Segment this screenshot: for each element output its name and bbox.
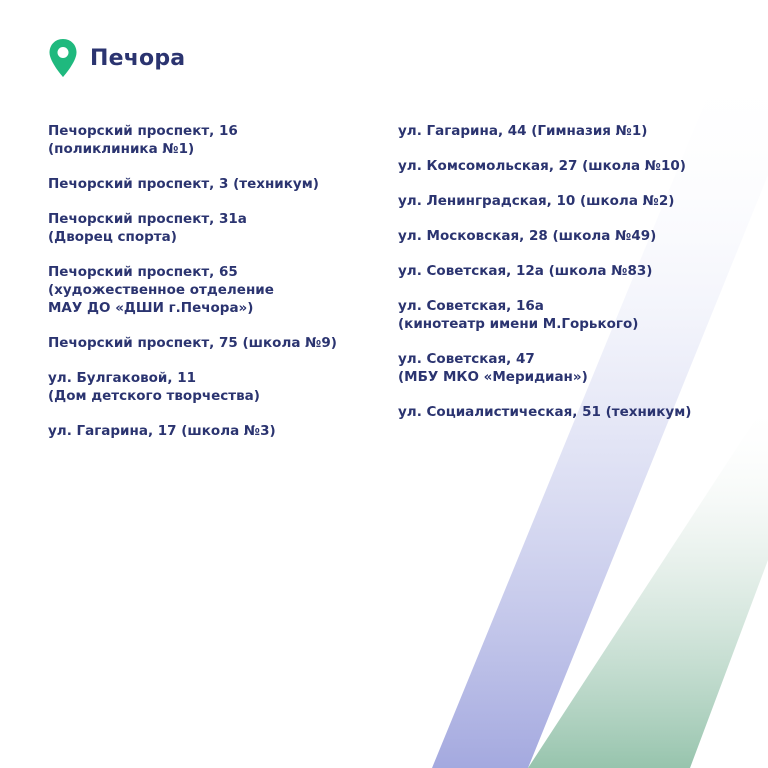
address-item: [398, 297, 738, 333]
address-line: (Дом детского творчества): [48, 388, 260, 404]
address-item: [398, 122, 738, 140]
address-line: ул. Комсомольская, 27 (школа №10): [398, 158, 686, 174]
address-item: [398, 403, 738, 421]
page-title: Печора: [90, 45, 186, 71]
address-item: [398, 227, 738, 245]
address-item: [48, 122, 378, 158]
address-line: МАУ ДО «ДШИ г.Печора»): [48, 300, 254, 316]
address-line: Печорский проспект, 65: [48, 264, 238, 280]
address-line: ул. Московская, 28 (школа №49): [398, 228, 657, 244]
address-line: ул. Советская, 12а (школа №83): [398, 263, 653, 279]
address-item: [48, 334, 378, 352]
address-item: [48, 369, 378, 405]
address-item: [48, 210, 378, 246]
address-line: (кинотеатр имени М.Горького): [398, 316, 639, 332]
address-line: Печорский проспект, 31а: [48, 211, 247, 227]
address-line: Печорский проспект, 16: [48, 123, 238, 139]
address-item: [48, 175, 378, 193]
address-line: ул. Ленинградская, 10 (школа №2): [398, 193, 675, 209]
address-line: Печорский проспект, 3 (техникум): [48, 176, 319, 192]
address-line: (Дворец спорта): [48, 229, 177, 245]
address-line: ул. Булгаковой, 11: [48, 370, 196, 386]
address-line: (МБУ МКО «Меридиан»): [398, 369, 588, 385]
address-line: ул. Советская, 16а: [398, 298, 544, 314]
address-item: [398, 262, 738, 280]
address-item: [48, 422, 378, 440]
address-item: [398, 157, 738, 175]
address-line: ул. Гагарина, 44 (Гимназия №1): [398, 123, 648, 139]
address-item: [48, 263, 378, 317]
address-line: (поликлиника №1): [48, 141, 195, 157]
address-line: ул. Социалистическая, 51 (техникум): [398, 404, 692, 420]
address-line: (художественное отделение: [48, 282, 274, 298]
address-list-right: [398, 122, 738, 438]
address-line: ул. Советская, 47: [398, 351, 535, 367]
address-line: ул. Гагарина, 17 (школа №3): [48, 423, 276, 439]
address-item: [398, 192, 738, 210]
header: [48, 38, 185, 78]
address-list-left: [48, 122, 378, 457]
address-line: Печорский проспект, 75 (школа №9): [48, 335, 337, 351]
map-pin-icon: [48, 38, 78, 78]
address-item: [398, 350, 738, 386]
